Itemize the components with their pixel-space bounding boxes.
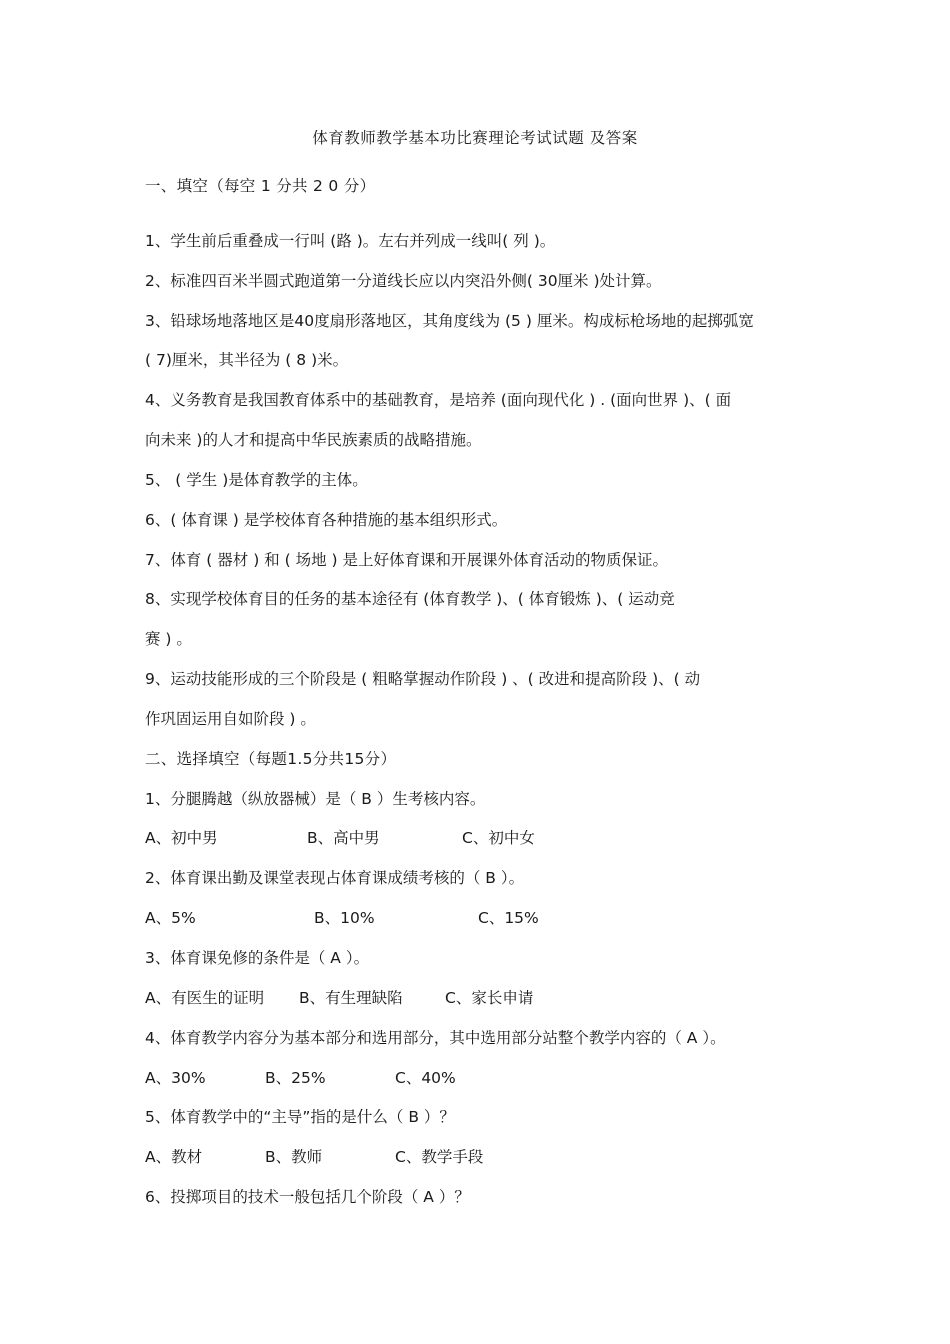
fill-item-5: 5、 ( 学生 )是体育教学的主体。 xyxy=(145,471,368,489)
fill-item-3-line-1: 3、铅球场地落地区是40度扇形落地区，其角度线为 (5 ) 厘米。构成标枪场地的起掷弧宽 xyxy=(145,312,754,330)
fill-item-3-line-2: ( 7)厘米，其半径为 ( 8 )米。 xyxy=(145,351,349,369)
option-c: C、教学手段 xyxy=(395,1148,484,1166)
fill-item-4-line-1: 4、义务教育是我国教育体系中的基础教育，是培养 (面向现代化 ) . (面向世界 )、( 面 xyxy=(145,391,732,409)
fill-item-4-line-2: 向未来 )的人才和提高中华民族素质的战略措施。 xyxy=(145,431,482,449)
option-a: A、初中男 xyxy=(145,829,218,847)
option-a: A、30% xyxy=(145,1069,206,1087)
option-a: A、5% xyxy=(145,909,196,927)
choice-question-2: 2、体育课出勤及课堂表现占体育课成绩考核的（ B ）。 xyxy=(145,869,525,887)
choice-question-4: 4、体育教学内容分为基本部分和选用部分，其中选用部分站整个教学内容的（ A ）。 xyxy=(145,1029,726,1047)
option-b: B、10% xyxy=(314,909,375,927)
option-b: B、教师 xyxy=(265,1148,323,1166)
fill-item-9-line-1: 9、运动技能形成的三个阶段是 ( 粗略掌握动作阶段 ) 、( 改进和提高阶段 )、( 动 xyxy=(145,670,701,688)
choice-question-3: 3、体育课免修的条件是（ A ）。 xyxy=(145,949,370,967)
option-c: C、15% xyxy=(478,909,539,927)
option-b: B、高中男 xyxy=(307,829,380,847)
option-b: B、有生理缺陷 xyxy=(299,989,403,1007)
option-a: A、有医生的证明 xyxy=(145,989,265,1007)
choice-question-1: 1、分腿腾越（纵放器械）是（ B ）生考核内容。 xyxy=(145,790,486,808)
choice-question-6: 6、投掷项目的技术一般包括几个阶段（ A ）？ xyxy=(145,1188,470,1206)
fill-item-7: 7、体育 ( 器材 ) 和 ( 场地 ) 是上好体育课和开展课外体育活动的物质保证。 xyxy=(145,551,668,569)
choice-question-5: 5、体育教学中的“主导”指的是什么（ B ）？ xyxy=(145,1108,455,1126)
section1-heading: 一、填空（每空 1 分共 2 0 分） xyxy=(145,177,376,195)
section2-heading: 二、选择填空（每题1.5分共15分） xyxy=(145,750,397,768)
fill-item-6: 6、( 体育课 ) 是学校体育各种措施的基本组织形式。 xyxy=(145,511,508,529)
page-title: 体育教师教学基本功比赛理论考试试题 及答案 xyxy=(312,129,638,147)
option-c: C、初中女 xyxy=(462,829,535,847)
option-b: B、25% xyxy=(265,1069,326,1087)
fill-item-8-line-2: 赛 ) 。 xyxy=(145,630,192,648)
option-c: C、家长申请 xyxy=(445,989,534,1007)
fill-item-2: 2、标准四百米半圆式跑道第一分道线长应以内突沿外侧( 30厘米 )处计算。 xyxy=(145,272,662,290)
fill-item-1: 1、学生前后重叠成一行叫 (路 )。左右并列成一线叫( 列 )。 xyxy=(145,232,556,250)
option-a: A、教材 xyxy=(145,1148,203,1166)
fill-item-8-line-1: 8、实现学校体育目的任务的基本途径有 (体育教学 )、( 体育锻炼 )、( 运动竞 xyxy=(145,590,675,608)
fill-item-9-line-2: 作巩固运用自如阶段 ) 。 xyxy=(145,710,316,728)
option-c: C、40% xyxy=(395,1069,456,1087)
